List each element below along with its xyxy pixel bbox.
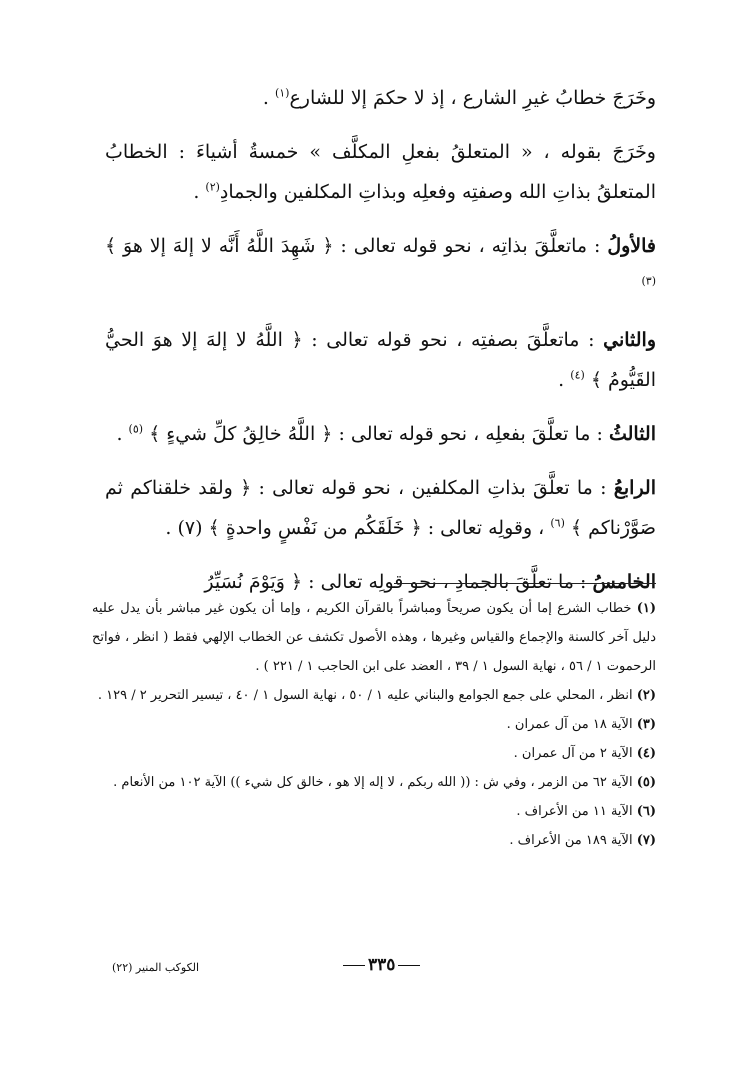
footnote-ref[interactable]: (٤) [570, 368, 585, 382]
footnote-text: الآية ٢ من آل عمران . [513, 746, 633, 761]
footnote-text: الآية ١٨٩ من الأعراف . [509, 833, 633, 848]
footnote-number: (٣) [636, 717, 656, 732]
paragraph-lead: الرابعُ [613, 477, 656, 499]
footnote [92, 681, 656, 710]
footnote [92, 739, 656, 768]
footnote-number: (٦) [636, 804, 656, 819]
paragraph-tail: . [558, 369, 565, 391]
page-number-value: ٣٣٥ [368, 955, 396, 975]
paragraph-lead: الخامسُ [592, 571, 656, 593]
main-text [105, 78, 656, 616]
paragraph-text: : ماتعلَّقَ بذاتِه ، نحو قوله تعالى : ﴿ شَهِدَ اللَّهُ أَنَّه لا إلهَ إلا هوَ ﴾ [105, 235, 608, 257]
paragraph-3 [105, 226, 656, 306]
paragraph-1 [105, 78, 656, 118]
footnote-text: الآية ٦٢ من الزمر ، وفي ش : (( الله ربكم ، لا إله إلا هو ، خالق كل شيء )) الآية ١٠٢ من الأنعام . [113, 775, 633, 790]
footnote [92, 710, 656, 739]
footnote-separator [394, 583, 656, 584]
paragraph-5 [105, 414, 656, 454]
footnote-number: (٤) [636, 746, 656, 761]
paragraph-4 [105, 320, 656, 400]
paragraph-text: : ما تعلَّقَ بفعلِه ، نحو قوله تعالى : ﴿ اللَّهُ خالِقُ كلِّ شيءٍ ﴾ [149, 423, 609, 445]
paragraph-2 [105, 132, 656, 212]
page-number-dash [398, 965, 420, 966]
paragraph-lead: فالأولُ [607, 235, 656, 257]
paragraph-text: وخَرَجَ خطابُ غيرِ الشارع ، إذ لا حكمَ إلا للشارع [289, 87, 656, 109]
footnote-number: (٢) [636, 688, 656, 703]
paragraph-tail: . [116, 423, 123, 445]
footnote-ref[interactable]: (٥) [128, 422, 144, 436]
footnote-text: خطاب الشرع إما أن يكون صريحاً ومباشراً بالقرآن الكريم ، وإما أن يكون غير مباشر بأن يدل عليه دليل آخر كالسنة والإجماع والقياس وغيرها ، وهذه الأصول تكشف عن الخطاب الإلهي فقط ( انظر ، فواتح الرحموت ١ / ٥٦ ، نهاية السول ١ / ٣٩ ، العضد على ابن الحاجب ١ / ٢٢١ ) . [92, 601, 656, 674]
paragraph-lead: الثالثُ [608, 423, 656, 445]
footnote [92, 594, 656, 681]
paragraph-lead: والثاني [603, 329, 656, 351]
footnote-ref[interactable]: (٦) [550, 516, 565, 530]
page-number-dash [343, 965, 365, 966]
footnote-number: (١) [636, 601, 656, 616]
paragraph-text: وخَرَجَ بقوله ، « المتعلقُ بفعلِ المكلَّف » خمسةُ أشياءَ : الخطابُ المتعلقُ بذاتِ الله وصفتِه وفعلِه وبذاتِ المكلفين والجمادِ [105, 141, 656, 203]
footnote-text: الآية ١١ من الأعراف . [516, 804, 633, 819]
paragraph-tail: ، وقولِه تعالى : ﴿ خَلَقَكُم من نَفْسٍ واحدةٍ ﴾ (٧) . [165, 517, 551, 539]
footnote [92, 768, 656, 797]
footnote [92, 797, 656, 826]
paragraph-tail: . [262, 87, 269, 109]
paragraph-text: : ماتعلَّقَ بصفتِه ، نحو قوله تعالى : ﴿ اللَّهُ لا إلهَ إلا هوَ الحيُّ القَيُّومُ ﴾ [105, 329, 656, 391]
footnotes [92, 594, 656, 855]
footnote-text: الآية ١٨ من آل عمران . [506, 717, 633, 732]
footnote-number: (٥) [636, 775, 656, 790]
paragraph-text: : ما تعلَّقَ بالجمادِ ، نحو قولِه تعالى : ﴿ وَيَوْمَ نُسَيِّرُ [204, 571, 593, 593]
footnote-text: انظر ، المحلي على جمع الجوامع والبناني عليه ١ / ٥٠ ، نهاية السول ١ / ٤٠ ، تيسير التحرير ٢ / ١٢٩ . [97, 688, 633, 703]
footnote [92, 826, 656, 855]
paragraph-tail: . [193, 181, 200, 203]
footnote-ref[interactable]: (٣) [641, 274, 656, 288]
footnote-number: (٧) [636, 833, 656, 848]
running-footer: الكوكب المنير (٢٢) [112, 961, 200, 974]
footnote-ref[interactable]: (١) [274, 86, 290, 100]
paragraph-6 [105, 468, 656, 548]
paragraph-text: : ما تعلَّقَ بذاتِ المكلفين ، نحو قوله تعالى : ﴿ ولقد خلقناكم ثم صَوَّرْناكم ﴾ [105, 477, 656, 539]
page-number [340, 955, 423, 975]
footnote-ref[interactable]: (٢) [205, 180, 220, 194]
